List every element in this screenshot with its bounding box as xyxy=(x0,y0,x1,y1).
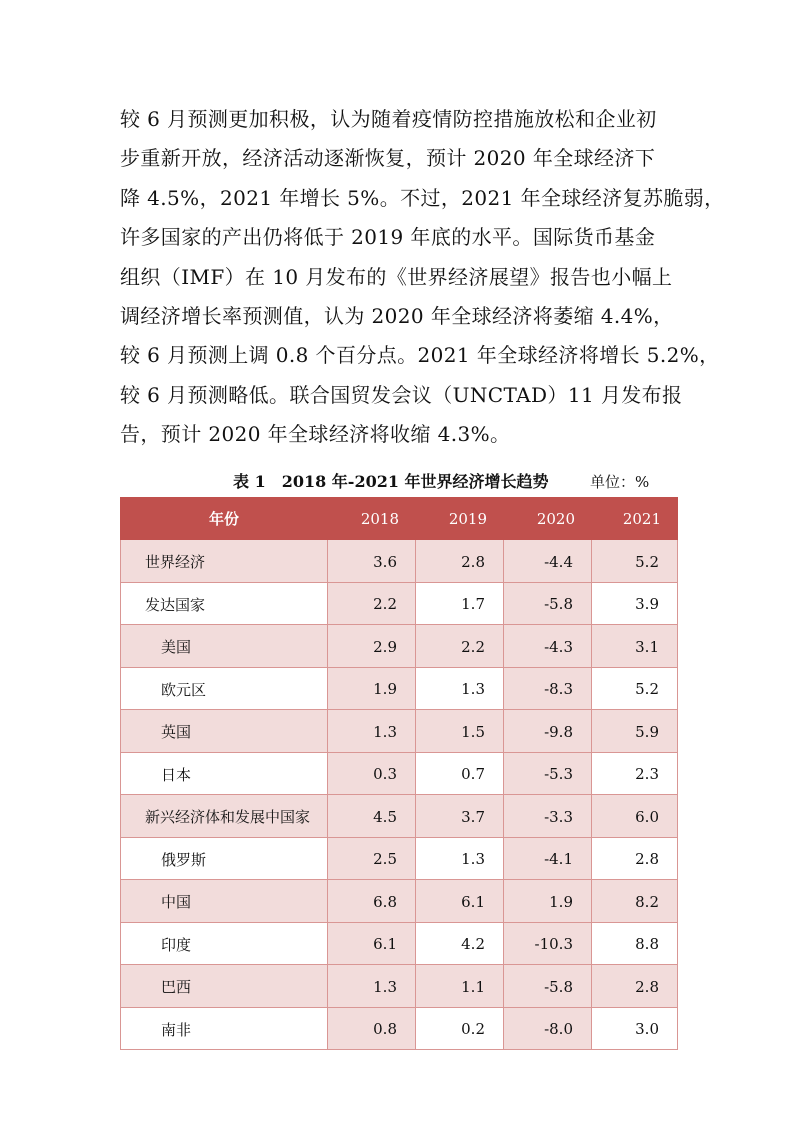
table-cell: 2.8 xyxy=(592,965,678,1008)
table-cell: 2.3 xyxy=(592,752,678,795)
paragraph-line: 步重新开放，经济活动逐渐恢复，预计 2020 年全球经济下 xyxy=(120,146,656,171)
body-paragraph xyxy=(120,100,725,455)
column-header: 2020 xyxy=(504,498,592,540)
column-header: 年份 xyxy=(121,498,328,540)
table-row xyxy=(121,582,678,625)
row-label: 俄罗斯 xyxy=(121,837,328,880)
row-label: 新兴经济体和发展中国家 xyxy=(121,795,328,838)
paragraph-line: 告，预计 2020 年全球经济将收缩 4.3%。 xyxy=(120,422,511,447)
table-cell: -4.1 xyxy=(504,837,592,880)
table-cell: 1.3 xyxy=(328,965,416,1008)
table-cell: -3.3 xyxy=(504,795,592,838)
table-cell: 2.2 xyxy=(328,582,416,625)
table-cell: -10.3 xyxy=(504,922,592,965)
table-header-row xyxy=(121,498,678,540)
table-title: 表 1 2018 年-2021 年世界经济增长趋势 xyxy=(233,472,549,491)
table-row xyxy=(121,710,678,753)
row-label: 巴西 xyxy=(121,965,328,1008)
table-cell: 1.3 xyxy=(328,710,416,753)
growth-table xyxy=(120,497,678,1050)
table-cell: 3.6 xyxy=(328,540,416,583)
table-cell: 1.9 xyxy=(504,880,592,923)
table-cell: -4.3 xyxy=(504,625,592,668)
table-row xyxy=(121,965,678,1008)
table-cell: 0.3 xyxy=(328,752,416,795)
table-row xyxy=(121,837,678,880)
table-cell: 2.8 xyxy=(416,540,504,583)
row-label: 欧元区 xyxy=(121,667,328,710)
row-label: 英国 xyxy=(121,710,328,753)
column-header: 2021 xyxy=(592,498,678,540)
table-caption xyxy=(120,470,676,494)
table-cell: 8.2 xyxy=(592,880,678,923)
table-cell: 1.7 xyxy=(416,582,504,625)
paragraph-line: 调经济增长率预测值，认为 2020 年全球经济将萎缩 4.4%， xyxy=(120,304,674,329)
table-cell: 6.1 xyxy=(328,922,416,965)
table-cell: -9.8 xyxy=(504,710,592,753)
table-cell: 8.8 xyxy=(592,922,678,965)
table-row xyxy=(121,922,678,965)
table-cell: 5.2 xyxy=(592,667,678,710)
table-cell: 4.2 xyxy=(416,922,504,965)
table-cell: 3.7 xyxy=(416,795,504,838)
table-cell: 1.3 xyxy=(416,837,504,880)
table-cell: 1.5 xyxy=(416,710,504,753)
column-header: 2019 xyxy=(416,498,504,540)
table-cell: 5.9 xyxy=(592,710,678,753)
table-cell: 2.2 xyxy=(416,625,504,668)
table-cell: 6.8 xyxy=(328,880,416,923)
paragraph-line: 降 4.5%，2021 年增长 5%。不过，2021 年全球经济复苏脆弱， xyxy=(120,185,725,210)
table-row xyxy=(121,752,678,795)
paragraph-line: 较 6 月预测上调 0.8 个百分点。2021 年全球经济将增长 5.2%， xyxy=(120,343,720,368)
row-label: 发达国家 xyxy=(121,582,328,625)
table-cell: 0.8 xyxy=(328,1007,416,1050)
paragraph-line: 较 6 月预测略低。联合国贸发会议（UNCTAD）11 月发布报 xyxy=(120,382,683,407)
table-cell: 3.0 xyxy=(592,1007,678,1050)
table-cell: 3.9 xyxy=(592,582,678,625)
table-cell: 2.9 xyxy=(328,625,416,668)
table-cell: 1.9 xyxy=(328,667,416,710)
row-label: 世界经济 xyxy=(121,540,328,583)
table-row xyxy=(121,795,678,838)
table-cell: 2.8 xyxy=(592,837,678,880)
table-cell: -5.3 xyxy=(504,752,592,795)
table-unit: 单位：% xyxy=(590,473,650,491)
table-cell: 0.7 xyxy=(416,752,504,795)
table-row xyxy=(121,1007,678,1050)
table-row xyxy=(121,880,678,923)
table-cell: -8.0 xyxy=(504,1007,592,1050)
table-cell: 3.1 xyxy=(592,625,678,668)
table-cell: 1.3 xyxy=(416,667,504,710)
table-body xyxy=(121,540,678,1050)
table-cell: 4.5 xyxy=(328,795,416,838)
row-label: 日本 xyxy=(121,752,328,795)
row-label: 南非 xyxy=(121,1007,328,1050)
table-cell: -8.3 xyxy=(504,667,592,710)
table-cell: 1.1 xyxy=(416,965,504,1008)
table-cell: -5.8 xyxy=(504,582,592,625)
table-cell: 6.1 xyxy=(416,880,504,923)
table-cell: 0.2 xyxy=(416,1007,504,1050)
table-row xyxy=(121,625,678,668)
table-cell: 6.0 xyxy=(592,795,678,838)
paragraph-line: 较 6 月预测更加积极，认为随着疫情防控措施放松和企业初 xyxy=(120,107,657,131)
paragraph-line: 组织（IMF）在 10 月发布的《世界经济展望》报告也小幅上 xyxy=(120,264,673,289)
table-row xyxy=(121,667,678,710)
table-cell: 2.5 xyxy=(328,837,416,880)
table-cell: -5.8 xyxy=(504,965,592,1008)
row-label: 中国 xyxy=(121,880,328,923)
row-label: 印度 xyxy=(121,922,328,965)
row-label: 美国 xyxy=(121,625,328,668)
paragraph-line: 许多国家的产出仍将低于 2019 年底的水平。国际货币基金 xyxy=(120,225,656,250)
table-cell: 5.2 xyxy=(592,540,678,583)
column-header: 2018 xyxy=(328,498,416,540)
table-row xyxy=(121,540,678,583)
table-cell: -4.4 xyxy=(504,540,592,583)
